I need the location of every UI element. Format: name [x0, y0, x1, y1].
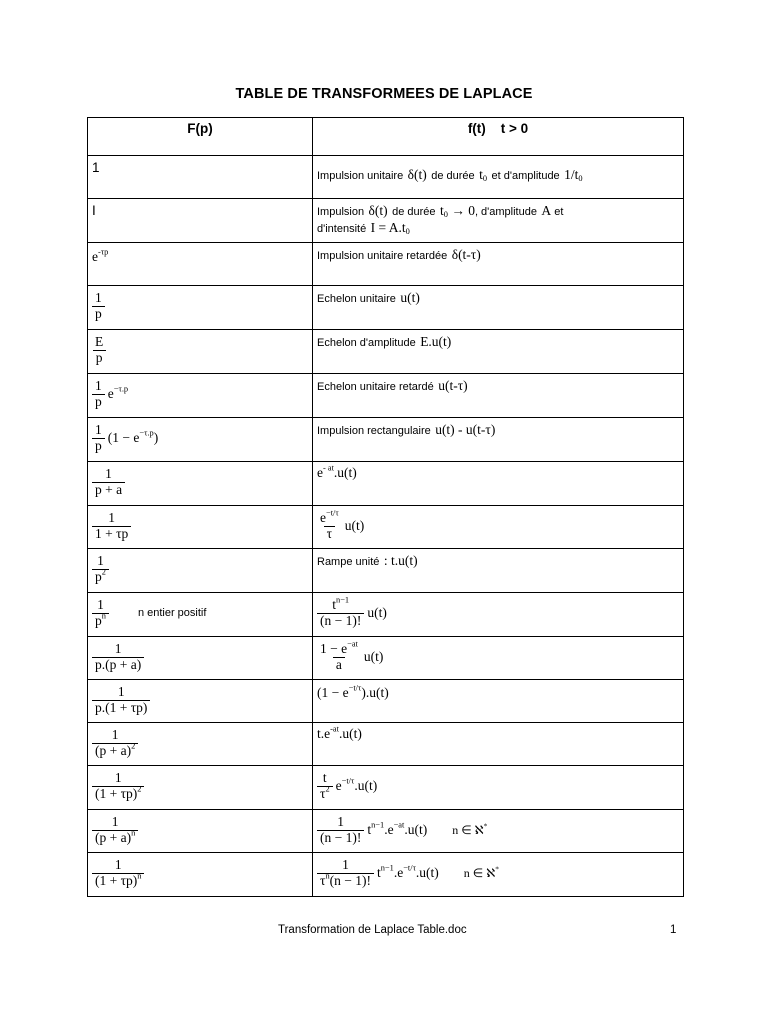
header-fp: F(p) — [88, 118, 313, 156]
fp-cell: $\frac{1}{(p + a)^n}$ — [88, 810, 313, 853]
ft-cell: $t.e^{-at}.u(t)$ — [313, 723, 684, 766]
fp-cell: $\frac{1}{(p + a)^2}$ — [88, 723, 313, 766]
ft-cell: Echelon d'amplitude E.u(t) — [313, 330, 684, 374]
fp-cell: $\frac{1}{p.(p + a)}$ — [88, 637, 313, 680]
ft-cell: Impulsion unitaire δ(t) de durée $t_0$ et d'amplitude $1/t_0$ — [313, 156, 684, 199]
table-row — [88, 199, 684, 243]
ft-cell: Rampe unité : t.u(t) — [313, 549, 684, 593]
page-title: TABLE DE TRANSFORMEES DE LAPLACE — [235, 86, 533, 102]
ft-cell: Impulsion rectangulaire u(t) - u(t-τ) — [313, 418, 684, 462]
ft-cell: $e^{- at}.u(t)$ — [313, 462, 684, 506]
footer-filename: Transformation de Laplace Table.doc — [278, 924, 467, 936]
fp-cell: $\frac{1}{p.(1 + \tau p)}$ — [88, 680, 313, 723]
fp-cell: $\frac{1}{p}$ $(1 - e^{-\tau.p})$ — [88, 418, 313, 462]
ft-cell: $\frac{1}{\tau^n(n - 1)!}$ $t^{n-1}.e^{-t/\tau}.u(t)$ n ∈ ℵ* — [313, 853, 684, 897]
table-row — [88, 418, 684, 462]
ft-cell: $(1 - e^{-t/\tau}).u(t)$ — [313, 680, 684, 723]
ft-cell: Echelon unitaire retardé u(t-τ) — [313, 374, 684, 418]
table-row — [88, 330, 684, 374]
ft-cell: Echelon unitaire u(t) — [313, 286, 684, 330]
table-row — [88, 853, 684, 897]
table-row — [88, 637, 684, 680]
fp-cell: $\frac{E}{p}$ — [88, 330, 313, 374]
table-row — [88, 374, 684, 418]
ft-cell: $\frac{1}{(n - 1)!}$ $t^{n-1}.e^{-at}.u(t)$ n ∈ ℵ* — [313, 810, 684, 853]
ft-cell: Impulsion unitaire retardée δ(t-τ) — [313, 243, 684, 286]
laplace-transform-table — [87, 117, 684, 897]
fp-cell: $\frac{1}{p^2}$ — [88, 549, 313, 593]
ft-cell: $\frac{t^{n-1}}{(n - 1)!}$ u(t) — [313, 593, 684, 637]
fp-cell: $\frac{1}{p + a}$ — [88, 462, 313, 506]
fp-cell: I — [88, 199, 313, 243]
fp-cell: $\frac{1}{p^n}$ n entier positif — [88, 593, 313, 637]
ft-cell: $\frac{1 - e^{-at}}{a}$ u(t) — [313, 637, 684, 680]
table-row — [88, 462, 684, 506]
table-row — [88, 810, 684, 853]
fp-cell: $\frac{1}{(1 + \tau p)^2}$ — [88, 766, 313, 810]
table-row — [88, 680, 684, 723]
fp-cell: 1 — [88, 156, 313, 199]
table-row — [88, 156, 684, 199]
table-header-row — [88, 118, 684, 156]
fp-cell: $e^{-\tau p}$ — [88, 243, 313, 286]
footer-page-number: 1 — [670, 924, 677, 936]
table-row — [88, 723, 684, 766]
header-ft: f(t) t > 0 — [313, 118, 684, 156]
fp-cell: $\frac{1}{p}$ $e^{-\tau.p}$ — [88, 374, 313, 418]
table-row — [88, 593, 684, 637]
fp-cell: $\frac{1}{p}$ — [88, 286, 313, 330]
table-row — [88, 766, 684, 810]
fp-cell: $\frac{1}{1 + \tau p}$ — [88, 506, 313, 549]
ft-cell: Impulsion δ(t) de durée $t_0 \to 0$, d'amplitude A et d'intensité $I = A.t_0$ — [313, 199, 684, 243]
fp-cell: $\frac{1}{(1 + \tau p)^n}$ — [88, 853, 313, 897]
table-row — [88, 286, 684, 330]
ft-cell: $\frac{e^{-t/\tau}}{\tau}$ u(t) — [313, 506, 684, 549]
table-row — [88, 506, 684, 549]
table-row — [88, 549, 684, 593]
table-row — [88, 243, 684, 286]
ft-cell: $\frac{t}{\tau^2}$ $e^{-t/\tau}.u(t)$ — [313, 766, 684, 810]
